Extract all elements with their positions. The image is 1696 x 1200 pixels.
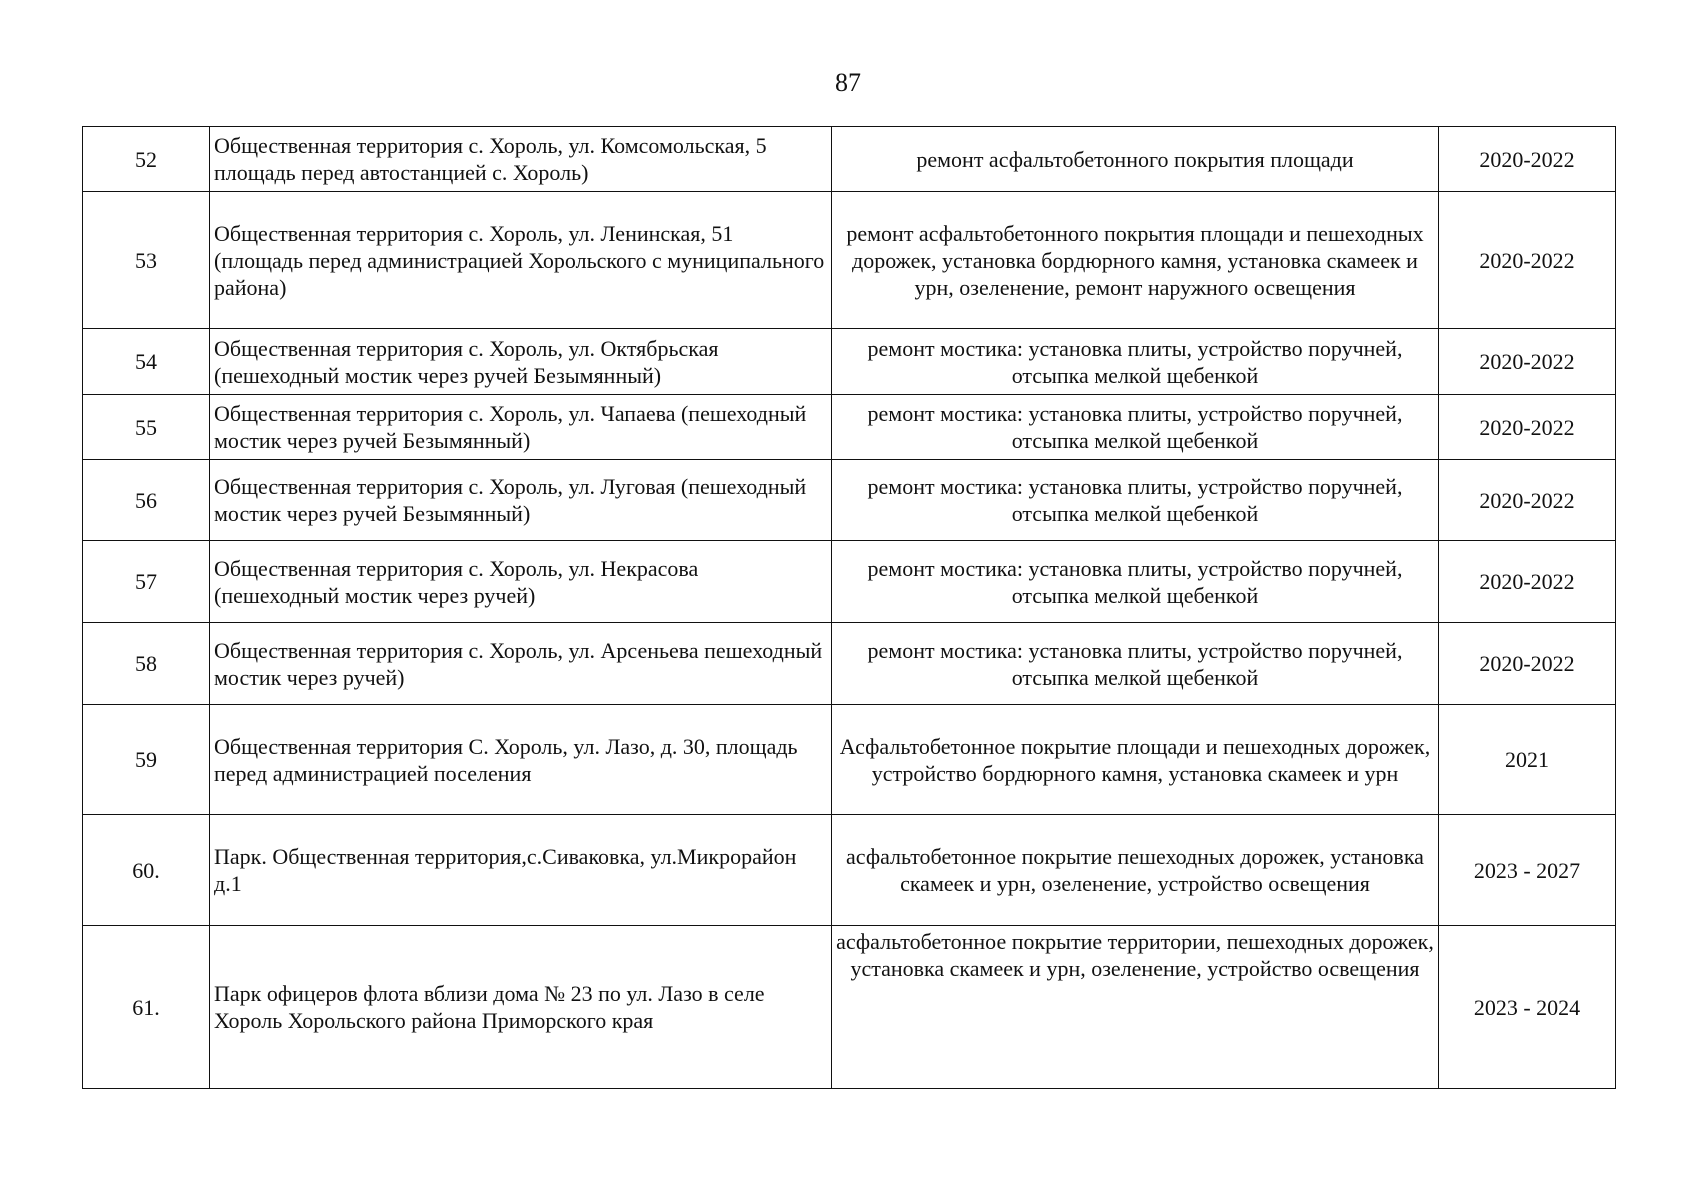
table-row bbox=[83, 926, 1616, 1089]
object-name: Парк офицеров флота вблизи дома № 23 по ул. Лазо в селе Хороль Хорольского района Приморского края bbox=[210, 926, 832, 1089]
works-description: ремонт мостика: установка плиты, устройство поручней, отсыпка мелкой щебенкой bbox=[832, 623, 1439, 705]
works-description: ремонт мостика: установка плиты, устройство поручней, отсыпка мелкой щебенкой bbox=[832, 541, 1439, 623]
period: 2020-2022 bbox=[1439, 623, 1616, 705]
table-row bbox=[83, 705, 1616, 815]
table-row bbox=[83, 192, 1616, 329]
works-description: ремонт асфальтобетонного покрытия площади и пешеходных дорожек, установка бордюрного камня, установка скамеек и урн, озеленение, ремонт наружного освещения bbox=[832, 192, 1439, 329]
object-name: Общественная территория с. Хороль, ул. Некрасова (пешеходный мостик через ручей) bbox=[210, 541, 832, 623]
table-row bbox=[83, 395, 1616, 460]
table-row bbox=[83, 460, 1616, 541]
object-name: Общественная территория С. Хороль, ул. Лазо, д. 30, площадь перед администрацией поселения bbox=[210, 705, 832, 815]
works-table bbox=[82, 126, 1616, 1089]
period: 2023 - 2024 bbox=[1439, 926, 1616, 1089]
table-row bbox=[83, 541, 1616, 623]
row-number: 54 bbox=[83, 329, 210, 395]
row-number: 55 bbox=[83, 395, 210, 460]
period: 2020-2022 bbox=[1439, 541, 1616, 623]
period: 2020-2022 bbox=[1439, 127, 1616, 192]
period: 2020-2022 bbox=[1439, 192, 1616, 329]
row-number: 60. bbox=[83, 815, 210, 926]
table-row bbox=[83, 127, 1616, 192]
row-number: 61. bbox=[83, 926, 210, 1089]
works-description: асфальтобетонное покрытие территории, пешеходных дорожек, установка скамеек и урн, озеленение, устройство освещения bbox=[832, 926, 1439, 1089]
row-number: 52 bbox=[83, 127, 210, 192]
row-number: 53 bbox=[83, 192, 210, 329]
works-description: Асфальтобетонное покрытие площади и пешеходных дорожек, устройство бордюрного камня, установка скамеек и урн bbox=[832, 705, 1439, 815]
period: 2020-2022 bbox=[1439, 329, 1616, 395]
table-row bbox=[83, 815, 1616, 926]
object-name: Общественная территория с. Хороль, ул. Луговая (пешеходный мостик через ручей Безымянный) bbox=[210, 460, 832, 541]
works-description: асфальтобетонное покрытие пешеходных дорожек, установка скамеек и урн, озеленение, устройство освещения bbox=[832, 815, 1439, 926]
works-description: ремонт мостика: установка плиты, устройство поручней, отсыпка мелкой щебенкой bbox=[832, 395, 1439, 460]
row-number: 59 bbox=[83, 705, 210, 815]
row-number: 56 bbox=[83, 460, 210, 541]
period: 2020-2022 bbox=[1439, 395, 1616, 460]
object-name: Общественная территория с. Хороль, ул. Октябрьская (пешеходный мостик через ручей Безымянный) bbox=[210, 329, 832, 395]
period: 2020-2022 bbox=[1439, 460, 1616, 541]
works-description: ремонт мостика: установка плиты, устройство поручней, отсыпка мелкой щебенкой bbox=[832, 460, 1439, 541]
object-name: Общественная территория с. Хороль, ул. Ленинская, 51 (площадь перед администрацией Хорольского с муниципального района) bbox=[210, 192, 832, 329]
table-row bbox=[83, 329, 1616, 395]
object-name: Парк. Общественная территория,с.Сиваковка, ул.Микрорайон д.1 bbox=[210, 815, 832, 926]
works-description: ремонт мостика: установка плиты, устройство поручней, отсыпка мелкой щебенкой bbox=[832, 329, 1439, 395]
object-name: Общественная территория с. Хороль, ул. Комсомольская, 5 площадь перед автостанцией с. Хороль) bbox=[210, 127, 832, 192]
period: 2023 - 2027 bbox=[1439, 815, 1616, 926]
works-description: ремонт асфальтобетонного покрытия площади bbox=[832, 127, 1439, 192]
row-number: 57 bbox=[83, 541, 210, 623]
page-number: 87 bbox=[835, 68, 861, 97]
object-name: Общественная территория с. Хороль, ул. Чапаева (пешеходный мостик через ручей Безымянный) bbox=[210, 395, 832, 460]
object-name: Общественная территория с. Хороль, ул. Арсеньева пешеходный мостик через ручей) bbox=[210, 623, 832, 705]
period: 2021 bbox=[1439, 705, 1616, 815]
row-number: 58 bbox=[83, 623, 210, 705]
table-row bbox=[83, 623, 1616, 705]
